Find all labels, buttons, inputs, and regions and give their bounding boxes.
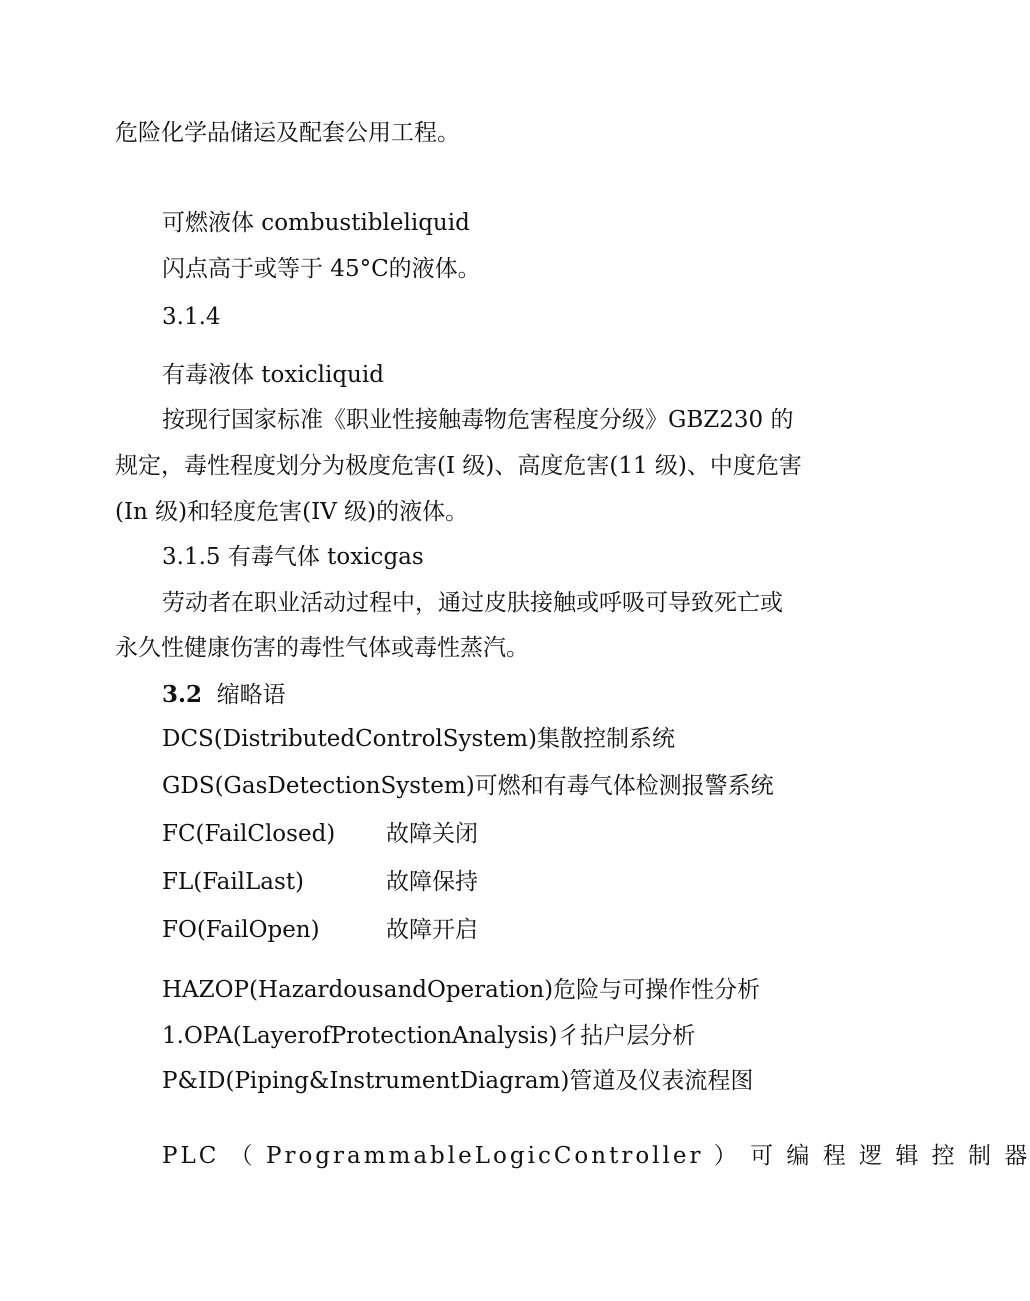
abbreviation-fl [162,871,478,894]
definition-toxic-gas-line-2: 永久性健康伤害的毒性气体或毒性蒸汽。 [115,635,529,661]
abbreviation-code: FL(FailLast) [162,869,305,895]
abbreviation-meaning: 故障关闭 [386,821,478,847]
abbreviation-plc: PLC （ ProgrammableLogicController ） 可 编 程 逻 辑 控 制 器 [162,1143,1030,1169]
term-combustible-liquid: 可燃液体 combustibleliquid [162,210,470,236]
abbreviation-dcs: DCS(DistributedControlSystem)集散控制系统 [162,726,675,752]
definition-toxic-liquid-line-2: 规定，毒性程度划分为极度危害(I 级)、高度危害(11 级)、中度危害 [115,453,802,479]
abbreviation-meaning: 故障保持 [386,869,478,895]
abbreviation-gds: GDS(GasDetectionSystem)可燃和有毒气体检测报警系统 [162,773,774,799]
section-number-3-1-4: 3.1.4 [162,304,221,330]
abbreviation-fc [162,823,478,846]
term-toxic-liquid: 有毒液体 toxicliquid [162,362,384,388]
abbreviation-pid: P&ID(Piping&InstrumentDiagram)管道及仪表流程图 [162,1068,754,1094]
abbreviation-code: FC(FailClosed) [162,821,336,847]
definition-toxic-liquid-line-1: 按现行国家标准《职业性接触毒物危害程度分级》GBZ230 的 [162,407,794,433]
abbreviation-hazop: HAZOP(HazardousandOperation)危险与可操作性分析 [162,977,761,1003]
section-title-abbreviations: 缩略语 [216,682,286,708]
definition-combustible-liquid: 闪点高于或等于 45°C的液体。 [162,256,481,282]
abbreviation-fo [162,919,478,942]
definition-toxic-gas-line-1: 劳动者在职业活动过程中，通过皮肤接触或呼吸可导致死亡或 [162,590,783,616]
section-heading-abbreviations [162,683,286,707]
definition-toxic-liquid-line-3: (In 级)和轻度危害(IV 级)的液体。 [115,499,469,525]
section-3-1-5-toxic-gas: 3.1.5 有毒气体 toxicgas [162,544,424,570]
abbreviation-lopa: 1.OPA(LayerofProtectionAnalysis)彳拈户层分析 [162,1023,696,1049]
section-number-3-2: 3.2 [162,681,203,708]
intro-tail-text: 危险化学品储运及配套公用工程。 [115,120,460,146]
abbreviation-code: FO(FailOpen) [162,917,320,943]
abbreviation-meaning: 故障开启 [386,917,478,943]
